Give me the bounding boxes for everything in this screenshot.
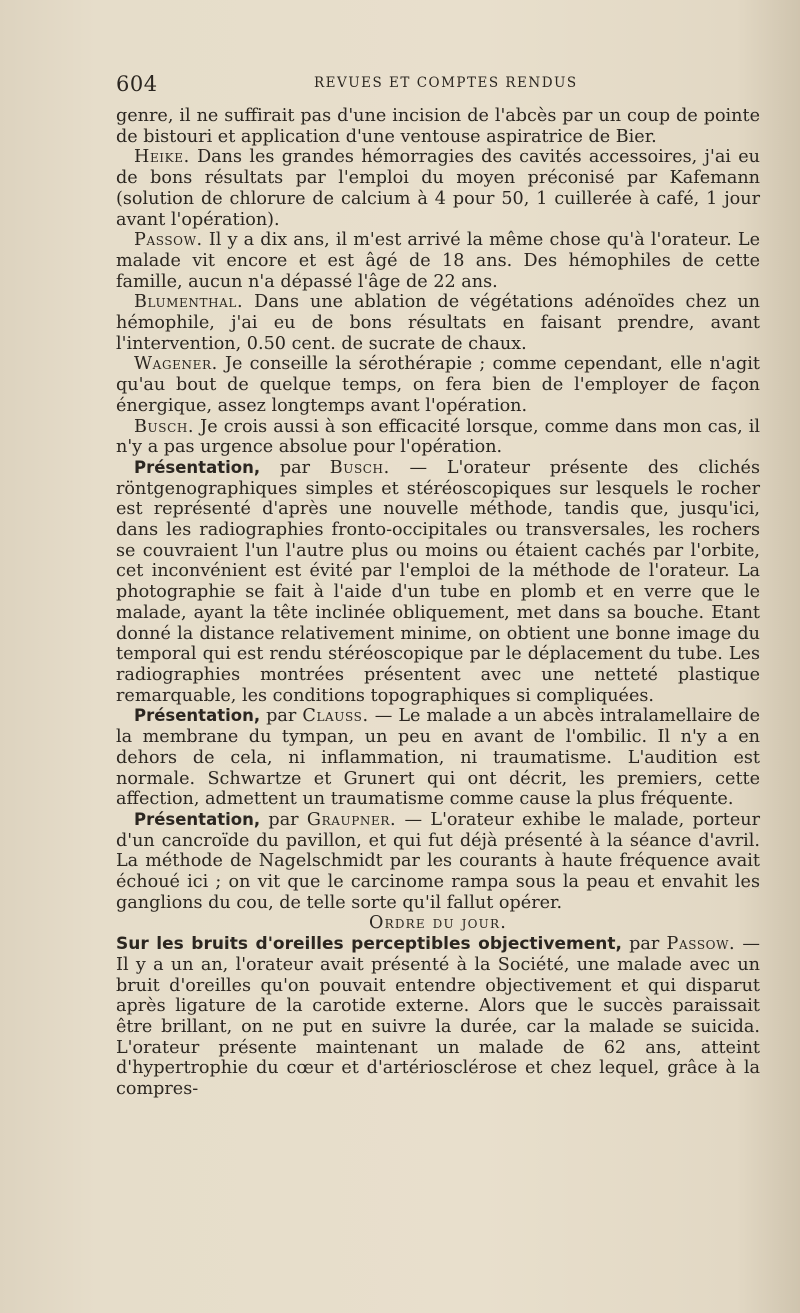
paragraph-text: Il y a dix ans, il m'est arrivé la même chose qu'à l'orateur. Le malade vit encore et est âgé de 18 ans. Des hémophiles de cette famille, aucun n'a dépassé l'âge de 22 ans. (116, 230, 760, 292)
paragraph (116, 417, 760, 458)
speaker-name: Passow. (666, 934, 736, 955)
speaker-name: Busch. (134, 416, 195, 437)
speaker-name: Graupner. (306, 809, 397, 830)
speaker-name: Blumenthal. (134, 292, 244, 313)
paragraph (116, 934, 760, 1100)
bold-lead: Sur les (116, 934, 184, 955)
paragraph-text: — L'orateur présente des clichés röntgenographiques simples et stéréoscopiques sur lesquels le rocher est représenté d'après une nouvelle méthode, tandis que, jusqu'ici, dans les radiographies fronto-occipitales ou transversales, les rochers se couvraient l'un l'autre plus ou moins ou étaient cachés par l'orbite, cet inconvénient est évité par l'emploi de la méthode de l'orateur. La photographie se fait à l'aide d'un tube en plomb et en verre que le malade, ayant la tête inclinée obliquement, met dans sa bouche. Etant donné la distance relativement minime, on obtient une bonne image du temporal qui est rendu stéréoscopique par le déplacement du tube. Les radiographies montrées présentent avec une netteté plastique remarquable, les conditions topographiques si compliquées. (116, 457, 760, 706)
paragraph (116, 458, 760, 706)
body-text (116, 106, 760, 1100)
connector-text: par (260, 457, 330, 478)
paragraph-text: Dans une ablation de végétations adénoïdes chez un hémophile, j'ai eu de bons résultats en faisant prendre, avant l'intervention, 0.50 cent. de sucrate de chaux. (116, 292, 760, 354)
running-title: REVUES ET COMPTES RENDUS (314, 75, 578, 91)
paragraph (116, 230, 760, 292)
paragraph-text: — Le malade a un abcès intralamellaire de la membrane du tympan, un peu en avant de l'ombilic. Il n'y a en dehors de cela, ni inflammation, ni traumatisme. L'audition est normale. Schwartze et Grunert qui ont décrit, les premiers, cette affection, admettent un traumatisme comme cause la plus fréquente. (116, 706, 760, 810)
bold-lead: Présentation, (134, 457, 261, 477)
speaker-name: Heike. (134, 147, 190, 168)
paragraph (116, 354, 760, 416)
page-number: 604 (116, 72, 158, 96)
paragraph-text: — L'orateur exhibe le malade, porteur d'un cancroïde du pavillon, et qui fut déjà présenté à la séance d'avril. La méthode de Nagelschmidt par les courants à haute fréquence avait échoué ici ; on vit que le carcinome rampa sous la peau et envahit les ganglions du cou, de telle sorte qu'il fallut opérer. (116, 809, 760, 913)
paragraph (116, 292, 760, 354)
bold-lead: Présentation, (134, 706, 261, 726)
connector-text: par (621, 934, 667, 955)
speaker-name: Wagener. (134, 354, 218, 375)
speaker-name: Passow. (134, 230, 203, 251)
connector-text: par (260, 706, 303, 727)
speaker-name: Busch. (329, 457, 390, 478)
paragraph-text: Dans les grandes hémorragies des cavités accessoires, j'ai eu de bons résultats par l'emploi du moyen préconisé par Kafemann (solution de chlorure de calcium à 4 pour 50, 1 cuillerée à café, 1 jour avant l'opération). (116, 147, 760, 230)
paragraph (116, 147, 760, 230)
connector-text: par (260, 809, 307, 830)
paragraph (116, 706, 760, 810)
paragraph-text: genre, il ne suffirait pas d'une incision de l'abcès par un coup de pointe de bistouri et application d'une ventouse aspiratrice de Bier. (116, 106, 760, 147)
bold-title: bruits d'oreilles perceptibles objectivement, (183, 934, 622, 955)
page-header (116, 66, 760, 106)
paragraph (116, 106, 760, 147)
paragraph-text: Je conseille la sérothérapie ; comme cependant, elle n'agit qu'au bout de quelque temps, on fera bien de l'employer de façon énergique, assez longtemps avant l'opération. (116, 354, 760, 416)
paragraph-text: — Il y a un an, l'orateur avait présenté à la Société, une malade avec un bruit d'oreilles qu'on pouvait entendre objectivement et qui disparut après ligature de la carotide externe. Alors que le succès paraissait être brillant, on ne put en suivre la durée, car la malade se suicida. L'orateur présente maintenant un malade de 62 ans, atteint d'hypertrophie du cœur et d'artériosclérose et chez lequel, grâce à la compres- (116, 934, 761, 1100)
bold-lead: Présentation, (134, 809, 261, 829)
paragraph-text: Je crois aussi à son efficacité lorsque, comme dans mon cas, il n'y a pas urgence absolue pour l'opération. (116, 416, 760, 458)
speaker-name: Clauss. (302, 706, 369, 727)
paragraph (116, 810, 760, 914)
section-heading: Ordre du jour. (369, 913, 507, 934)
